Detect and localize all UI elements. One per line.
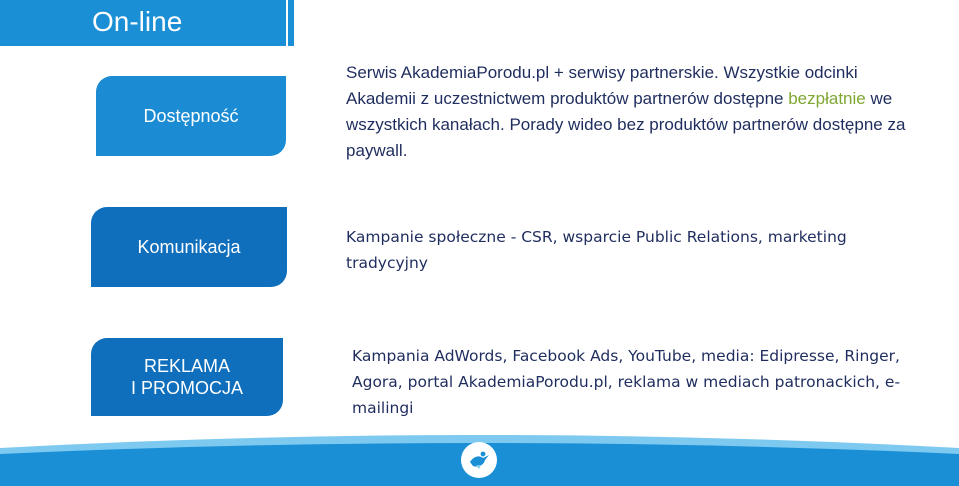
title-bar-edge <box>288 0 294 46</box>
label-line-1: REKLAMA <box>143 356 231 376</box>
section-text-komunikacja: Kampanie społeczne - CSR, wsparcie Public Relations, marketing tradycyjny <box>346 228 847 272</box>
section-text-dostepnosc <box>346 60 906 164</box>
title-bar <box>0 0 286 46</box>
text-before: Serwis AkademiaPorodu.pl + serwisy partnerskie. Wszystkie odcinki Akademii z uczestnictwem produktów partnerów dostępne <box>346 63 858 108</box>
stork-icon <box>466 447 492 473</box>
section-label-komunikacja: Komunikacja <box>91 207 287 287</box>
section-label-dostepnosc: Dostępność <box>96 76 286 156</box>
stork-logo-icon <box>461 442 497 478</box>
page-title: On-line <box>92 6 183 37</box>
label-line-2: I PROMOCJA <box>130 378 243 398</box>
highlight-text: bezpłatnie <box>788 89 866 108</box>
text-after: we wszystkich kanałach. Porady wideo bez produktów partnerów dostępne za paywall. <box>346 89 906 160</box>
section-text-reklama: Kampania AdWords, Facebook Ads, YouTube, media: Edipresse, Ringer, Agora, portal AkademiaPorodu.pl, reklama w mediach patronackich, e-mailingi <box>352 347 901 417</box>
section-label-reklama <box>91 338 283 416</box>
